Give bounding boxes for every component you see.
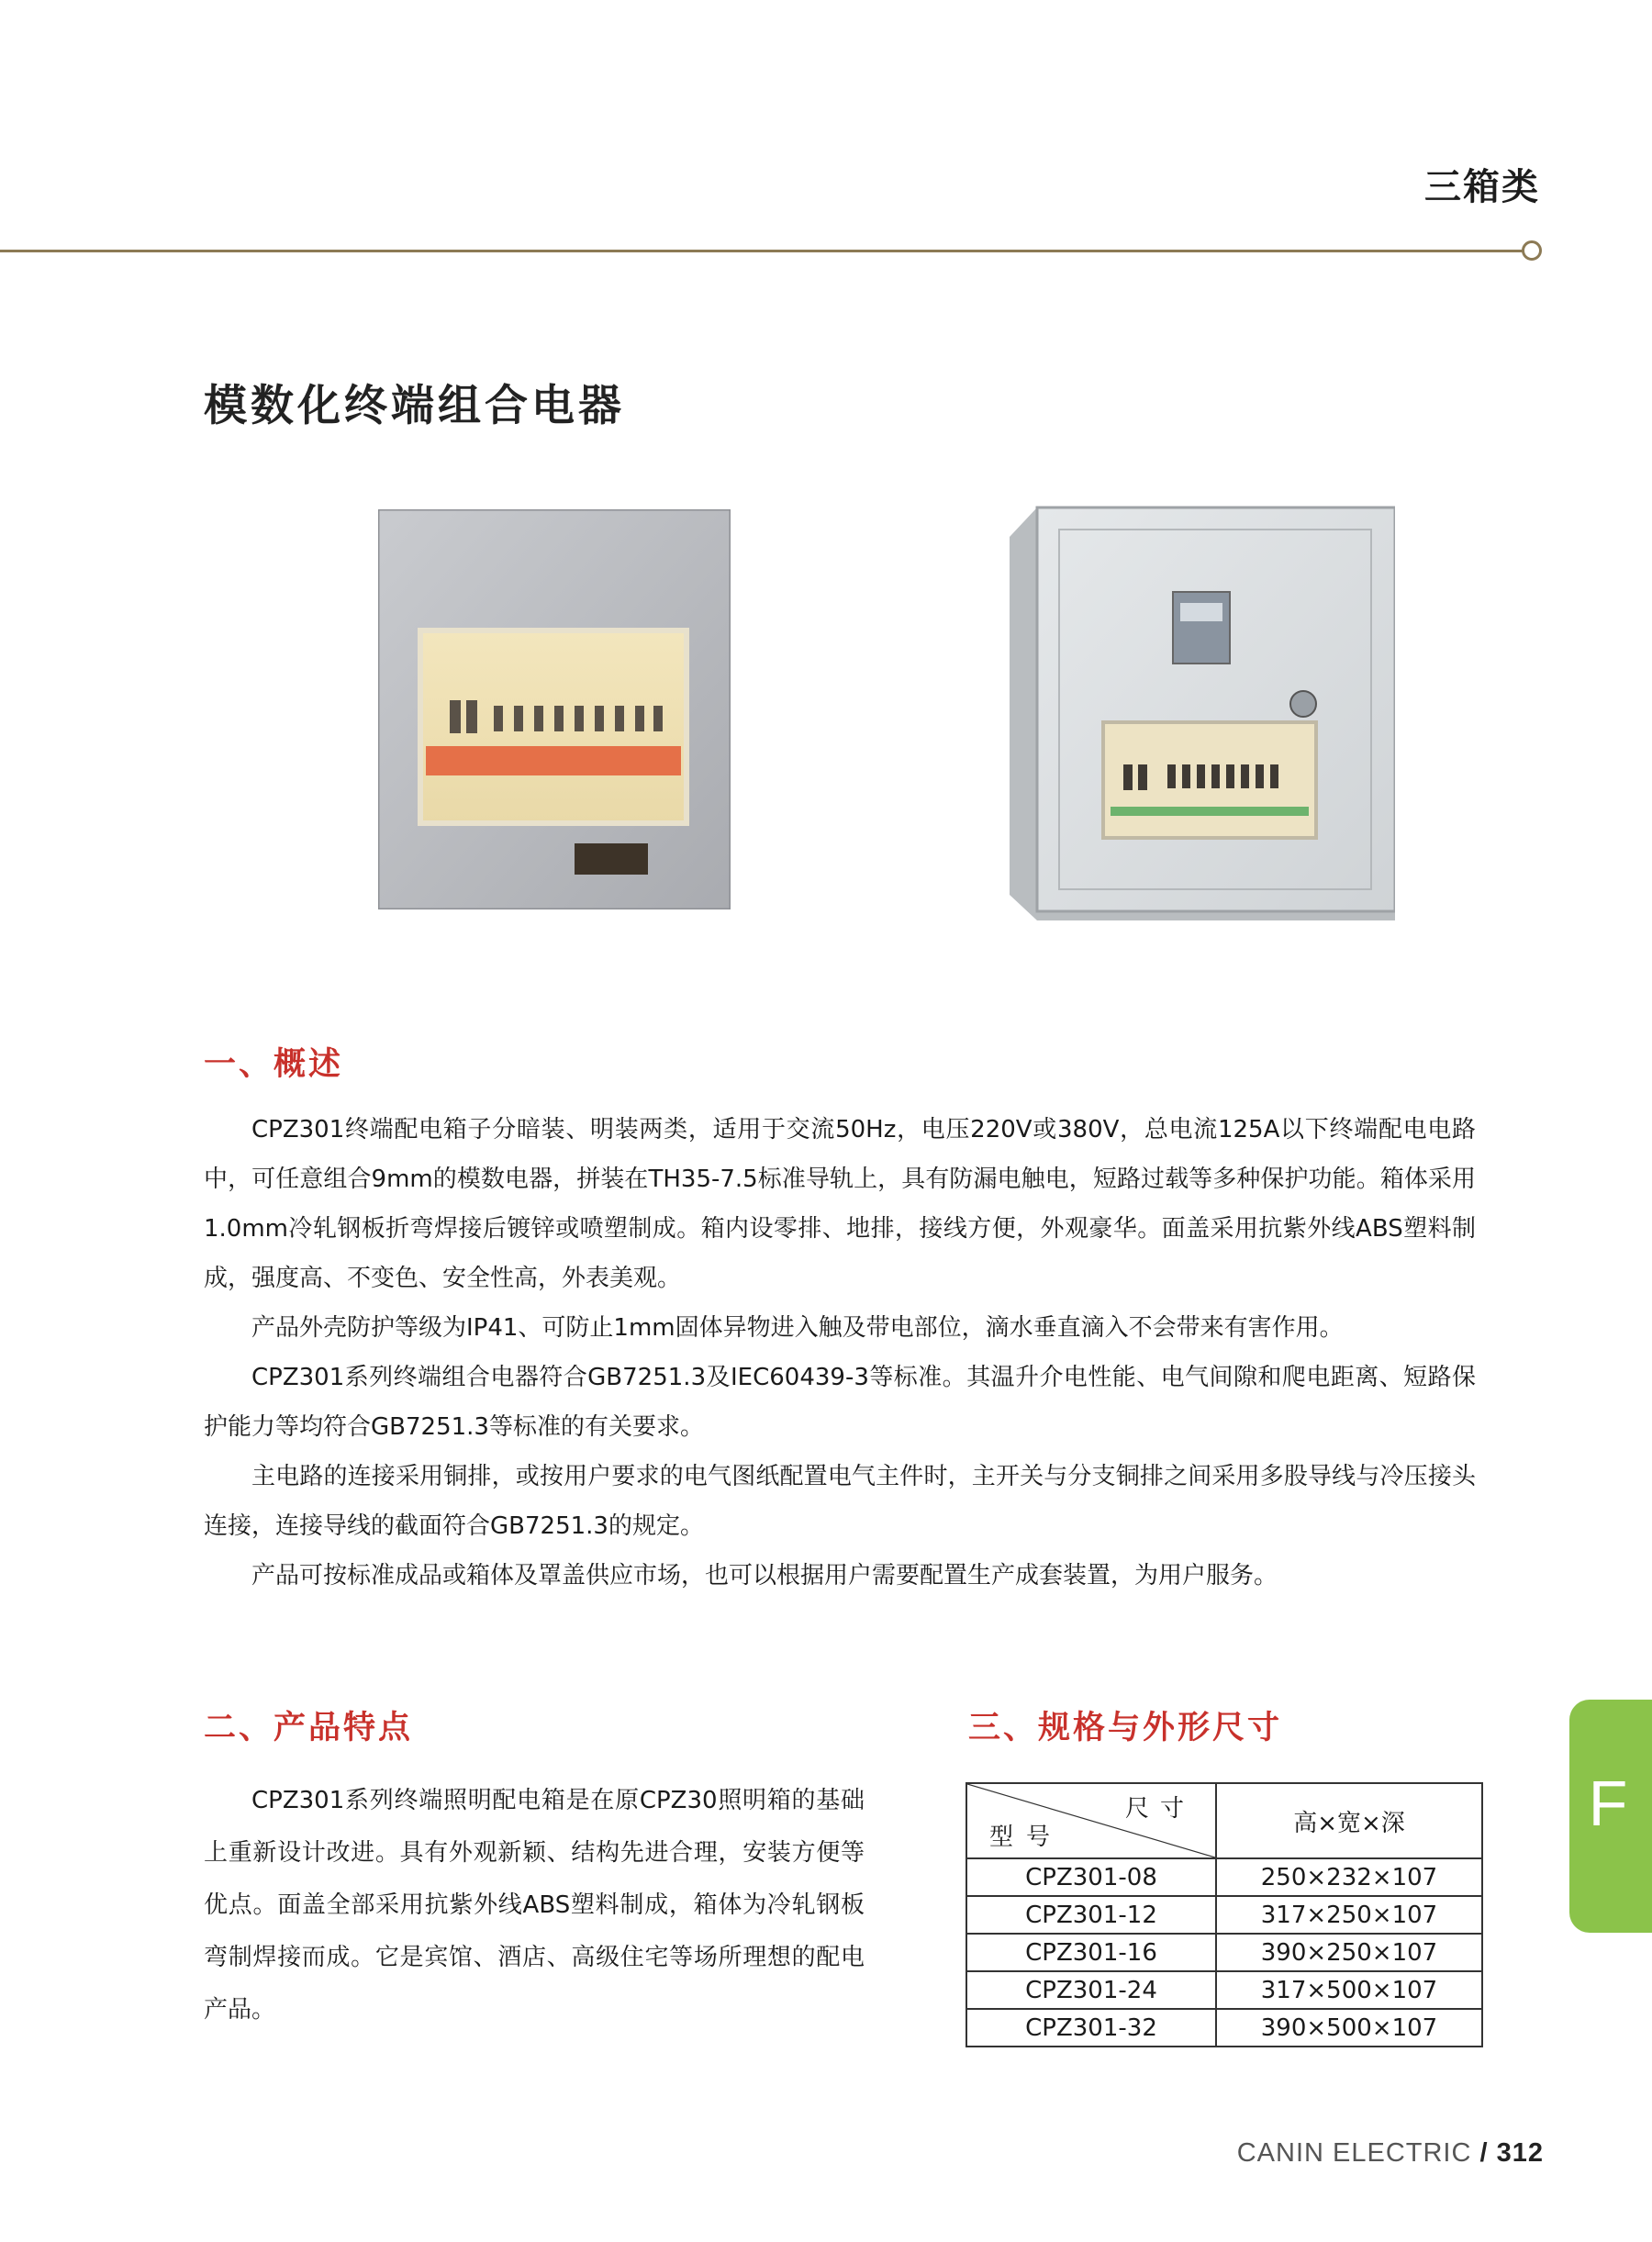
size-cell: 390×250×107: [1216, 1934, 1482, 1971]
table-row: [966, 1934, 1482, 1971]
model-cell: CPZ301-16: [966, 1934, 1216, 1971]
size-cell: 390×500×107: [1216, 2009, 1482, 2047]
overview-paragraph: 产品可按标准成品或箱体及罩盖供应市场，也可以根据用户需要配置生产成套装置，为用户服务。: [251, 1562, 1278, 1589]
section-heading-specs: 三、规格与外形尺寸: [968, 1710, 1283, 1746]
section-tab-letter: F: [1588, 1768, 1628, 1839]
table-row: [966, 2009, 1482, 2047]
header-label-size: 尺寸: [1124, 1795, 1195, 1823]
table-header-diagonal-cell: [966, 1783, 1216, 1858]
size-cell: 317×250×107: [1216, 1896, 1482, 1934]
overview-paragraph: 主电路的连接采用铜排，或按用户要求的电气图纸配置电气主件时，主开关与分支铜排之间采用多股导线与冷压接头连接，连接导线的截面符合GB7251.3的规定。: [204, 1463, 1476, 1540]
header-label-model: 型号: [989, 1824, 1064, 1851]
spec-table: [966, 1782, 1483, 2047]
overview-body: [204, 1105, 1476, 1601]
table-row: [966, 1971, 1482, 2009]
size-cell: 250×232×107: [1216, 1858, 1482, 1896]
overview-paragraph: CPZ301系列终端组合电器符合GB7251.3及IEC60439-3等标准。其温升介电性能、电气间隙和爬电距离、短路保护能力等均符合GB7251.3等标准的有关要求。: [204, 1364, 1476, 1441]
size-cell: 317×500×107: [1216, 1971, 1482, 2009]
header-divider-end-circle: [1522, 240, 1542, 261]
table-header-row: [966, 1783, 1482, 1858]
model-cell: CPZ301-12: [966, 1896, 1216, 1934]
header-divider: [0, 250, 1531, 252]
model-cell: CPZ301-08: [966, 1858, 1216, 1896]
page-title: 模数化终端组合电器: [204, 381, 625, 431]
table-row: [966, 1858, 1482, 1896]
product-photo-surface-box: [378, 509, 731, 909]
features-paragraph: CPZ301系列终端照明配电箱是在原CPZ30照明箱的基础上重新设计改进。具有外观新颖、结构先进合理，安装方便等优点。面盖全部采用抗紫外线ABS塑料制成，箱体为冷轧钢板弯制焊接而成。它是宾馆、酒店、高级住宅等场所理想的配电产品。: [204, 1787, 865, 2024]
footer-brand: CANIN ELECTRIC: [1236, 2138, 1472, 2168]
model-cell: CPZ301-32: [966, 2009, 1216, 2047]
page-footer: [1237, 2138, 1544, 2169]
overview-paragraph: CPZ301终端配电箱子分暗装、明装两类，适用于交流50Hz，电压220V或380V，总电流125A以下终端配电电路中，可任意组合9mm的模数电器，拼装在TH35-7.5标准导轨上，具有防漏电触电，短路过载等多种保护功能。箱体采用1.0mm冷轧钢板折弯焊接后镀锌或喷塑制成。箱内设零排、地排，接线方便，外观豪华。面盖采用抗紫外线ABS塑料制成，强度高、不变色、安全性高，外表美观。: [204, 1116, 1476, 1292]
header-label-dimensions: 高×宽×深: [1216, 1783, 1482, 1858]
category-title: 三箱类: [1424, 166, 1540, 208]
features-body: [204, 1775, 865, 2036]
product-photo-flush-box: [1010, 500, 1395, 920]
footer-separator: /: [1479, 2138, 1489, 2168]
page-number: 312: [1496, 2138, 1544, 2168]
overview-paragraph: 产品外壳防护等级为IP41、可防止1mm固体异物进入触及带电部位，滴水垂直滴入不会带来有害作用。: [251, 1314, 1344, 1342]
model-cell: CPZ301-24: [966, 1971, 1216, 2009]
section-heading-overview: 一、概述: [204, 1046, 344, 1083]
section-heading-features: 二、产品特点: [204, 1710, 414, 1746]
table-row: [966, 1896, 1482, 1934]
